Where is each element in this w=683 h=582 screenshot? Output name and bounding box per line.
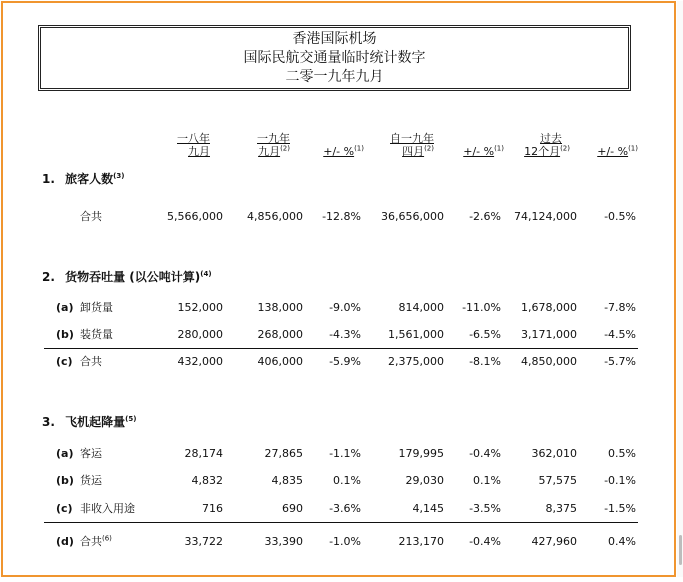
table-cell: 29,030 — [405, 474, 444, 487]
header-col-6-line1: 过去 — [540, 132, 562, 145]
row-label: 装货量 — [80, 328, 113, 341]
table-cell: -8.1% — [469, 355, 501, 368]
table-cell: -11.0% — [462, 301, 501, 314]
table-cell: 138,000 — [257, 301, 303, 314]
section-2-title: 货物吞吐量 (以公吨计算) — [65, 270, 201, 284]
table-cell: 4,145 — [412, 502, 444, 515]
table-cell: -9.0% — [329, 301, 361, 314]
table-cell: -1.5% — [604, 502, 636, 515]
table-cell: 57,575 — [538, 474, 577, 487]
table-cell: 362,010 — [531, 447, 577, 460]
header-col-1-line2: 九月 — [188, 145, 210, 158]
table-cell: -6.5% — [469, 328, 501, 341]
table-cell: 4,850,000 — [521, 355, 577, 368]
table-cell: 427,960 — [531, 535, 577, 548]
table-cell: 268,000 — [257, 328, 303, 341]
header-col-3-line1 — [300, 132, 364, 145]
table-cell: -0.4% — [469, 447, 501, 460]
section-1-title: 旅客人数 — [65, 172, 114, 186]
table-cell: 74,124,000 — [514, 210, 577, 223]
section-2-sup: (4) — [200, 270, 212, 278]
section-2-number: 2. — [42, 270, 55, 284]
section-3-number: 3. — [42, 415, 55, 429]
row-label: 货运 — [80, 474, 102, 487]
table-cell: 8,375 — [545, 502, 577, 515]
section-1-sup: (3) — [113, 172, 125, 180]
table-cell: -3.6% — [329, 502, 361, 515]
table-cell: 0.1% — [333, 474, 361, 487]
section-1-heading — [42, 172, 124, 186]
table-cell: 4,832 — [191, 474, 223, 487]
header-col-1-line1: 一八年 — [177, 132, 210, 145]
row-letter: (a) — [56, 301, 74, 314]
header-col-4-sup: (2) — [424, 144, 434, 153]
row-letter: (c) — [56, 355, 73, 368]
row-label: 客运 — [80, 447, 102, 460]
header-col-6-sup: (2) — [560, 144, 570, 153]
header-col-5-line1 — [440, 132, 504, 145]
header-col-3 — [300, 132, 364, 158]
table-cell: 432,000 — [177, 355, 223, 368]
table-cell: -1.1% — [329, 447, 361, 460]
title-box — [38, 25, 631, 91]
header-col-2-line1: 一九年 — [257, 132, 290, 145]
header-col-5-sup: (1) — [494, 144, 504, 153]
table-cell: -5.7% — [604, 355, 636, 368]
header-col-6 — [508, 132, 570, 158]
table-cell: 33,390 — [264, 535, 303, 548]
table-cell: -5.9% — [329, 355, 361, 368]
header-col-2-sup: (2) — [280, 144, 290, 153]
scrollbar-thumb[interactable] — [679, 535, 682, 565]
table-cell: 4,856,000 — [247, 210, 303, 223]
row-letter: (d) — [56, 535, 74, 548]
total-rule — [44, 522, 638, 523]
header-col-6-line2: 12个月 — [524, 145, 561, 158]
section-1-number: 1. — [42, 172, 55, 186]
table-cell: 36,656,000 — [381, 210, 444, 223]
table-cell: -3.5% — [469, 502, 501, 515]
table-cell: -1.0% — [329, 535, 361, 548]
total-rule — [44, 348, 638, 349]
row-label: 合共 — [80, 210, 102, 223]
row-letter: (a) — [56, 447, 74, 460]
table-cell: 0.1% — [473, 474, 501, 487]
title-line-airport: 香港国际机场 — [292, 31, 377, 47]
section-3-title: 飞机起降量 — [65, 415, 126, 429]
row-letter: (c) — [56, 502, 73, 515]
table-cell: 27,865 — [264, 447, 303, 460]
header-col-1 — [150, 132, 210, 158]
row-letter: (b) — [56, 328, 74, 341]
row-label-sup: (6) — [102, 534, 112, 543]
row-label: 合共 — [80, 535, 102, 548]
table-cell: 690 — [282, 502, 303, 515]
table-cell: -0.5% — [604, 210, 636, 223]
table-cell: 2,375,000 — [388, 355, 444, 368]
title-line-period: 二零一九年九月 — [285, 69, 384, 85]
table-cell: 3,171,000 — [521, 328, 577, 341]
table-cell: -2.6% — [469, 210, 501, 223]
section-3-sup: (5) — [125, 415, 137, 423]
header-col-5 — [440, 132, 504, 158]
table-cell: 28,174 — [184, 447, 223, 460]
section-2-heading — [42, 270, 212, 284]
table-cell: -7.8% — [604, 301, 636, 314]
header-col-3-sup: (1) — [354, 144, 364, 153]
header-col-7-line2: +/- % — [597, 145, 629, 158]
scrollbar-track[interactable] — [677, 1, 683, 577]
table-cell: 213,170 — [398, 535, 444, 548]
table-cell: -12.8% — [322, 210, 361, 223]
table-cell: 5,566,000 — [167, 210, 223, 223]
table-cell: 1,561,000 — [388, 328, 444, 341]
table-cell: 280,000 — [177, 328, 223, 341]
table-cell: 33,722 — [184, 535, 223, 548]
table-cell: 716 — [202, 502, 223, 515]
header-col-7-sup: (1) — [628, 144, 638, 153]
header-col-4-line1: 自一九年 — [390, 132, 434, 145]
header-col-2 — [230, 132, 290, 158]
table-cell: 152,000 — [177, 301, 223, 314]
title-line-subject: 国际民航交通量临时统计数字 — [243, 50, 426, 66]
row-label-with-note — [80, 535, 112, 548]
table-cell: 406,000 — [257, 355, 303, 368]
row-label: 卸货量 — [80, 301, 113, 314]
header-col-4 — [370, 132, 434, 158]
table-cell: 0.4% — [608, 535, 636, 548]
header-col-5-line2: +/- % — [463, 145, 495, 158]
row-label: 非收入用途 — [80, 502, 135, 515]
table-cell: -4.3% — [329, 328, 361, 341]
row-letter: (b) — [56, 474, 74, 487]
table-cell: 179,995 — [398, 447, 444, 460]
header-col-2-line2: 九月 — [258, 145, 281, 158]
table-cell: 1,678,000 — [521, 301, 577, 314]
header-col-7-line1 — [574, 132, 638, 145]
table-cell: 814,000 — [398, 301, 444, 314]
table-cell: -4.5% — [604, 328, 636, 341]
table-cell: 4,835 — [271, 474, 303, 487]
row-label: 合共 — [80, 355, 102, 368]
section-3-heading — [42, 415, 136, 429]
header-col-4-line2: 四月 — [402, 145, 425, 158]
table-cell: 0.5% — [608, 447, 636, 460]
header-col-7 — [574, 132, 638, 158]
header-col-3-line2: +/- % — [323, 145, 355, 158]
table-cell: -0.1% — [604, 474, 636, 487]
table-cell: -0.4% — [469, 535, 501, 548]
